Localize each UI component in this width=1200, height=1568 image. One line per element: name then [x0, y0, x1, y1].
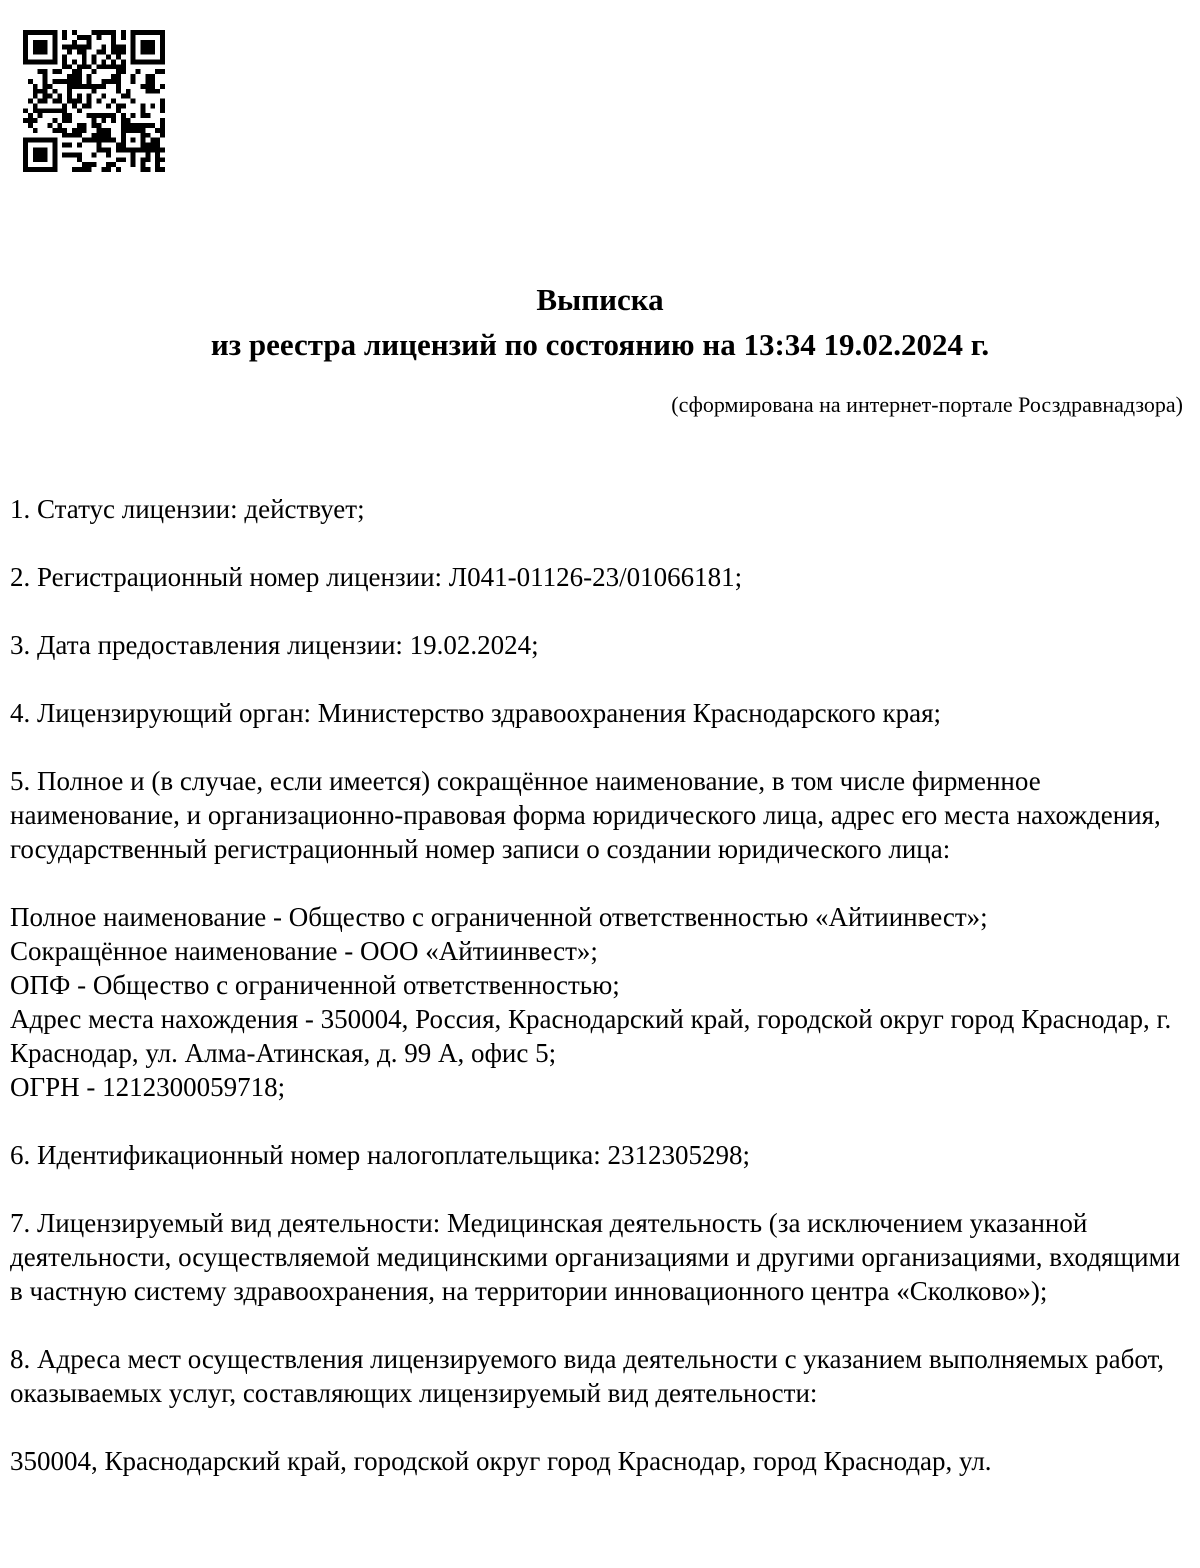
title-line-1: Выписка — [536, 282, 664, 317]
qr-code-icon — [23, 30, 165, 172]
paragraph: 4. Лицензирующий орган: Министерство здравоохранения Краснодарского края; — [10, 698, 942, 728]
detail-line: ОГРН - 1212300059718; — [10, 1072, 286, 1102]
detail-line: ОПФ - Общество с ограниченной ответственностью; — [10, 970, 620, 1000]
paragraph: 3. Дата предоставления лицензии: 19.02.2024; — [10, 630, 539, 660]
paragraph: 8. Адреса мест осуществления лицензируемого вида деятельности с указанием выполняемых работ, оказываемых услуг, составляющих лицензируемый вид деятельности: — [10, 1344, 1165, 1408]
detail-line: Адрес места нахождения - 350004, Россия, Краснодарский край, городской округ город Краснодар, г. Краснодар, ул. Алма-Атинская, д. 99 А, офис 5; — [10, 1004, 1172, 1068]
paragraph: 5. Полное и (в случае, если имеется) сокращённое наименование, в том числе фирменное наименование, и организационно-правовая форма юридического лица, адрес его места нахождения, государственный регистрационный номер записи о создании юридического лица: — [10, 766, 1161, 864]
title-line-2: из реестра лицензий по состоянию на 13:34 19.02.2024 г. — [210, 327, 990, 362]
paragraph: 2. Регистрационный номер лицензии: Л041-01126-23/01066181; — [10, 562, 743, 592]
details-block — [10, 900, 1183, 1104]
subtitle-note: (сформирована на интернет-портале Росздравнадзора) — [671, 392, 1183, 417]
paragraph: 350004, Краснодарский край, городской округ город Краснодар, город Краснодар, ул. — [10, 1446, 992, 1476]
paragraph: 7. Лицензируемый вид деятельности: Медицинская деятельность (за исключением указанной деятельности, осуществляемой медицинскими организациями и другими организациями, входящими в частную систему здравоохранения, на территории инновационного центра «Сколково»); — [10, 1208, 1181, 1306]
detail-line: Сокращённое наименование - ООО «Айтиинвест»; — [10, 936, 598, 966]
detail-line: Полное наименование - Общество с ограниченной ответственностью «Айтиинвест»; — [10, 902, 988, 932]
document-body — [10, 492, 1183, 1478]
paragraph: 1. Статус лицензии: действует; — [10, 494, 365, 524]
paragraph: 6. Идентификационный номер налогоплательщика: 2312305298; — [10, 1140, 750, 1170]
document-title — [0, 277, 1200, 367]
